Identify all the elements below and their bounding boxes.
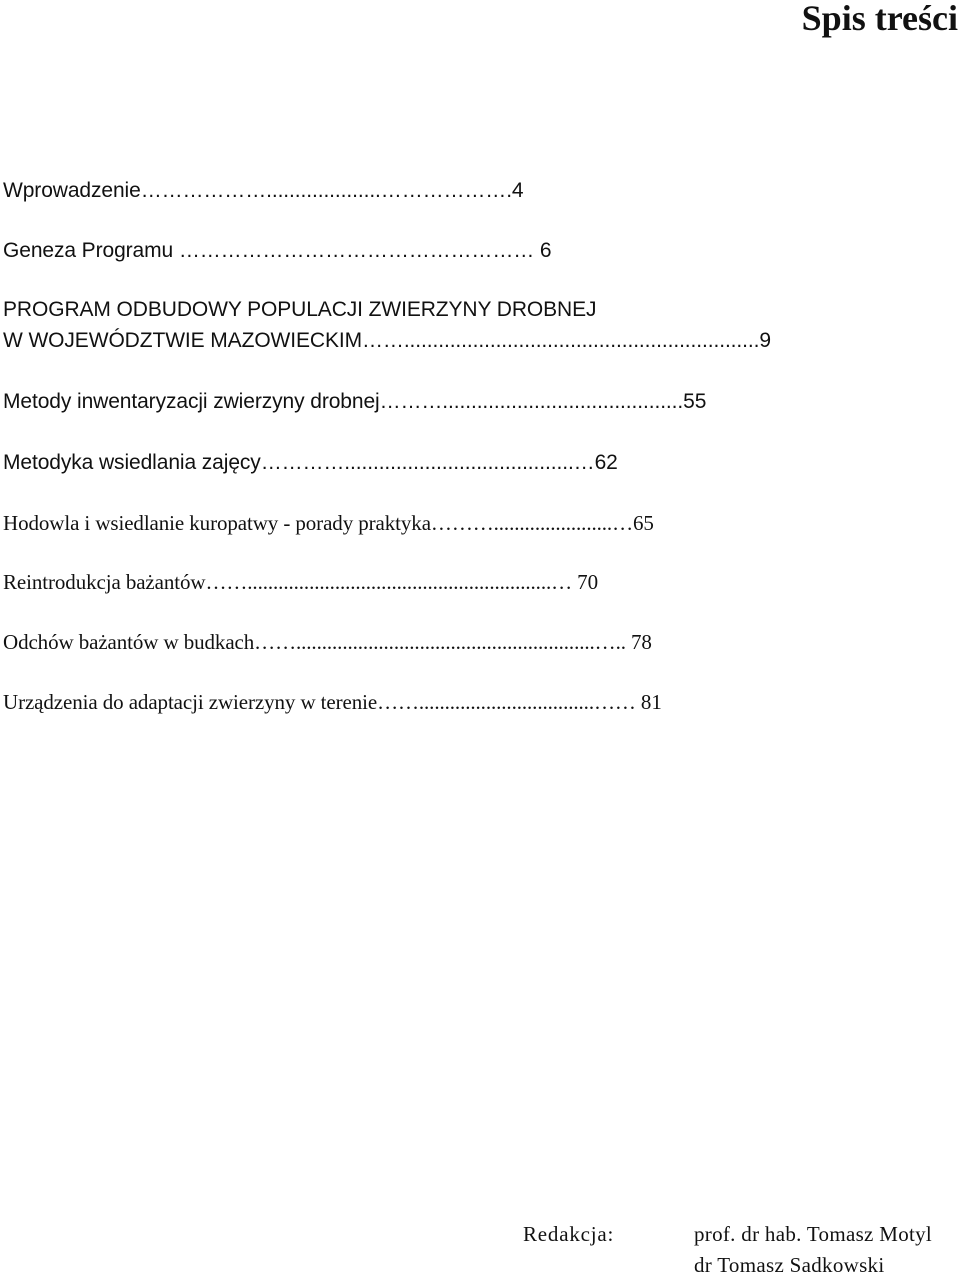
page-title: Spis treści: [801, 0, 958, 38]
toc-entry-metody-inwentaryzacji[interactable]: Metody inwentaryzacji zwierzyny drobnej………..........................................55: [3, 390, 707, 413]
credits-label: Redakcja:: [523, 1222, 615, 1246]
toc-entry-program-line-2[interactable]: W WOJEWÓDZTWIE MAZOWIECKIM……..............................................................9: [3, 329, 771, 352]
toc-entry-geneza-programu[interactable]: Geneza Programu …………………………………………… 6: [3, 239, 552, 262]
editor-name: prof. dr hab. Tomasz Motyl: [694, 1222, 933, 1246]
editor-name: dr Tomasz Sadkowski: [694, 1253, 885, 1277]
toc-entry-metodyka-wsiedlania[interactable]: Metodyka wsiedlania zajęcy…………........................................…62: [3, 451, 618, 474]
toc-entry-urzadzenia-adaptacji[interactable]: Urządzenia do adaptacji zwierzyny w terenie……..................................…… 81: [3, 690, 662, 714]
toc-entry-reintrodukcja-bazantow[interactable]: Reintrodukcja bażantów……...........................................................… 70: [3, 570, 598, 594]
toc-entry-program-line-1[interactable]: PROGRAM ODBUDOWY POPULACJI ZWIERZYNY DROBNEJ: [3, 298, 597, 321]
toc-entry-odchow-bazantow[interactable]: Odchów bażantów w budkach……..........................................................….. 78: [3, 630, 652, 654]
toc-entry-hodowla-kuropatwy[interactable]: Hodowla i wsiedlanie kuropatwy - porady praktyka……….......................…65: [3, 511, 654, 535]
toc-entry-wprowadzenie[interactable]: Wprowadzenie………………....................……………….4: [3, 179, 524, 202]
